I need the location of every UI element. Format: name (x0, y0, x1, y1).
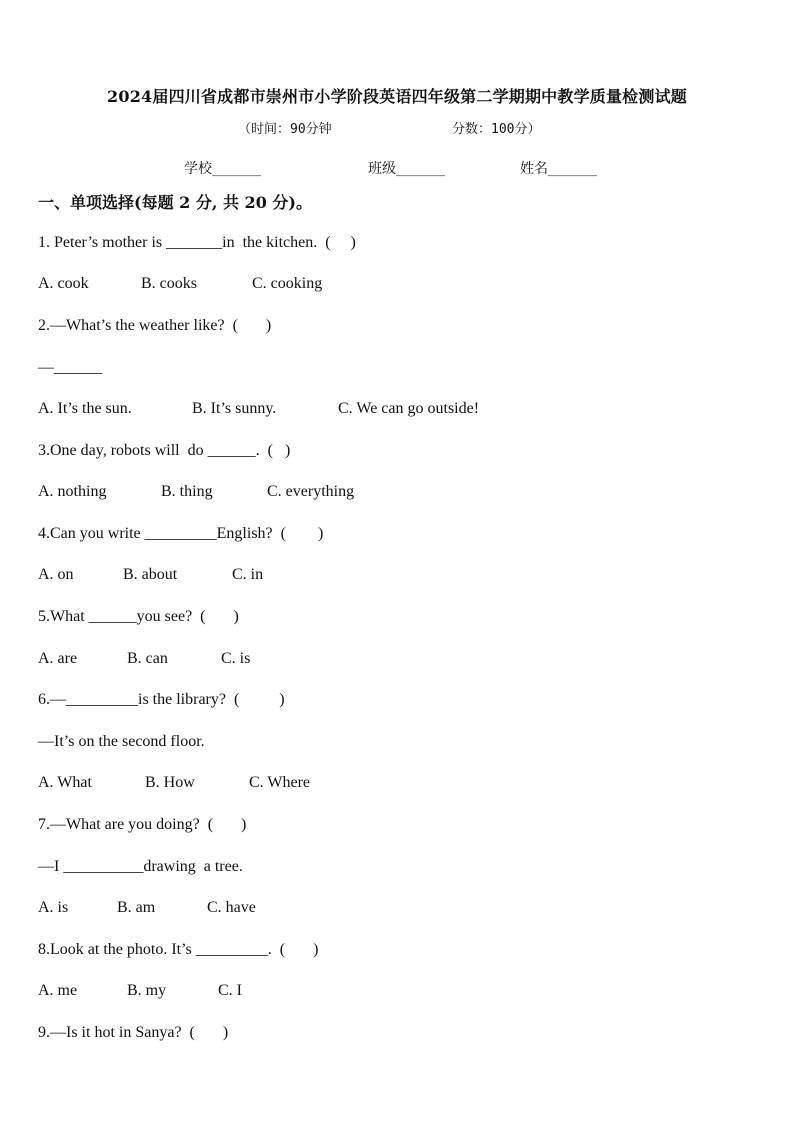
class-field: 班级_______ (368, 161, 445, 177)
question-6-option-a: A. What (38, 774, 92, 791)
question-2-option-c: C. We can go outside! (338, 400, 480, 417)
question-4-stem: 4.Can you write _________English? ( ) (38, 525, 324, 542)
section-heading: 一、单项选择(每题 2 分, 共 20 分)。 (38, 193, 312, 212)
question-9-stem: 9.—Is it hot in Sanya? ( ) (38, 1024, 229, 1041)
question-1-option-a: A. cook (38, 275, 89, 292)
question-3-option-a: A. nothing (38, 483, 107, 500)
question-2-answer-line: —______ (38, 359, 102, 376)
question-7-stem: 7.—What are you doing? ( ) (38, 816, 247, 833)
question-2-option-b: B. It’s sunny. (192, 400, 277, 417)
question-4-option-b: B. about (123, 566, 178, 583)
question-2-stem: 2.—What’s the weather like? ( ) (38, 317, 272, 334)
question-8-option-c: C. I (218, 982, 242, 999)
name-field: 姓名_______ (520, 161, 597, 177)
question-4-option-c: C. in (232, 566, 264, 583)
question-7-option-c: C. have (207, 899, 256, 916)
question-5-option-b: B. can (127, 650, 168, 667)
exam-time: （时间：90分钟 (238, 122, 332, 137)
question-1-option-c: C. cooking (252, 275, 323, 292)
exam-title: 2024届四川省成都市崇州市小学阶段英语四年级第二学期期中教学质量检测试题 (107, 87, 687, 106)
question-8-option-b: B. my (127, 982, 167, 999)
question-5-option-c: C. is (221, 650, 251, 667)
question-8-option-a: A. me (38, 982, 78, 999)
question-5-stem: 5.What ______you see? ( ) (38, 608, 239, 625)
school-field: 学校_______ (184, 161, 261, 177)
exam-score: 分数：100分） (452, 122, 541, 137)
question-3-option-b: B. thing (161, 483, 213, 500)
question-4-option-a: A. on (38, 566, 74, 583)
question-7-option-b: B. am (117, 899, 156, 916)
question-6-option-c: C. Where (249, 774, 311, 791)
question-7-option-a: A. is (38, 899, 69, 916)
question-3-stem: 3.One day, robots will do ______. ( ) (38, 442, 291, 459)
question-1-stem: 1. Peter’s mother is _______in the kitchen. ( ) (38, 234, 356, 251)
question-2-option-a: A. It’s the sun. (38, 400, 132, 417)
question-5-option-a: A. are (38, 650, 78, 667)
question-7-answer: —I __________drawing a tree. (38, 858, 243, 875)
question-6-answer: —It’s on the second floor. (38, 733, 205, 750)
question-3-option-c: C. everything (267, 483, 355, 500)
question-1-option-b: B. cooks (141, 275, 197, 292)
question-8-stem: 8.Look at the photo. It’s _________. ( ) (38, 941, 319, 958)
question-6-stem: 6.—_________is the library? ( ) (38, 691, 285, 708)
question-6-option-b: B. How (145, 774, 195, 791)
